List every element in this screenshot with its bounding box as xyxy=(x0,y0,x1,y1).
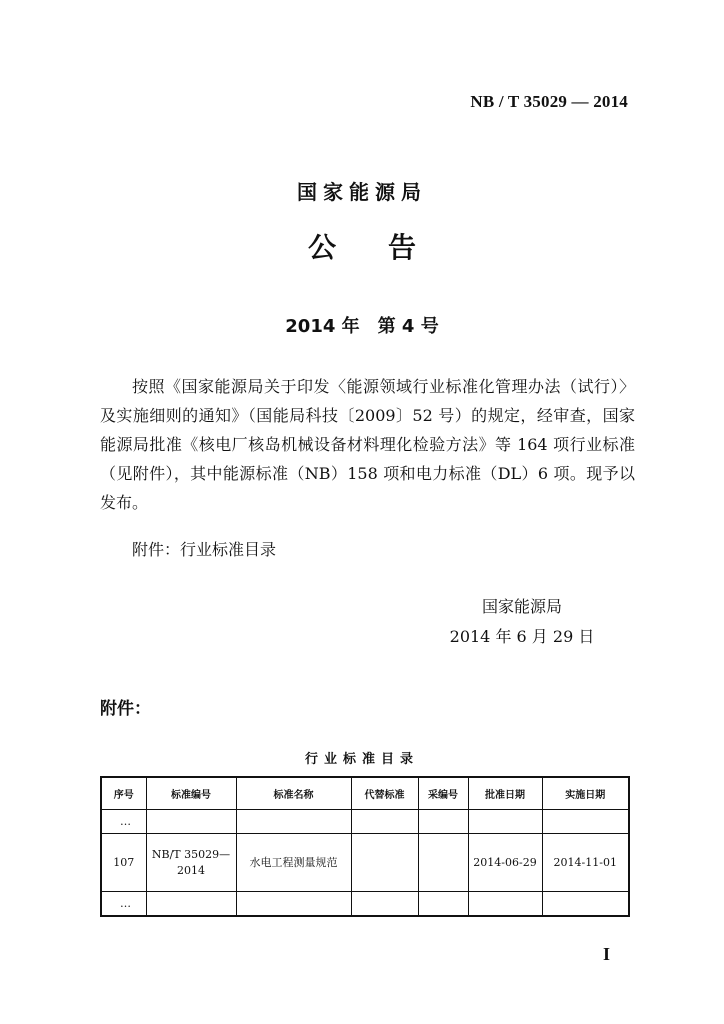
notice-number: 2014 年 第 4 号 xyxy=(285,316,439,337)
cell-name xyxy=(236,892,351,917)
column-header: 标准名称 xyxy=(236,777,351,810)
table-header-row xyxy=(101,777,629,810)
column-header: 采编号 xyxy=(418,777,468,810)
cell-approved: 2014-06-29 xyxy=(468,834,542,892)
cell-seq: … xyxy=(101,892,146,917)
cell-code: NB/T 35029—2014 xyxy=(146,834,236,892)
notice-title-char-2: 告 xyxy=(388,231,417,264)
column-header: 序号 xyxy=(101,777,146,810)
notice-body xyxy=(100,372,635,517)
cell-seq: … xyxy=(101,810,146,834)
cell-adopt xyxy=(418,892,468,917)
notice-title xyxy=(0,226,724,266)
notice-title-char-1: 公 xyxy=(307,231,336,264)
table-row xyxy=(101,810,629,834)
cell-adopt xyxy=(418,810,468,834)
cell-approved xyxy=(468,892,542,917)
table-row xyxy=(101,892,629,917)
issuer-heading: 国家能源局 xyxy=(297,180,427,204)
attachment-note: 附件：行业标准目录 xyxy=(132,540,277,559)
cell-effective xyxy=(542,892,629,917)
signature-block xyxy=(442,592,602,652)
page-number: I xyxy=(603,944,611,964)
cell-code xyxy=(146,810,236,834)
cell-effective xyxy=(542,810,629,834)
cell-replaces xyxy=(351,810,418,834)
column-header: 代替标准 xyxy=(351,777,418,810)
cell-approved xyxy=(468,810,542,834)
cell-adopt xyxy=(418,834,468,892)
column-header: 批准日期 xyxy=(468,777,542,810)
column-header: 实施日期 xyxy=(542,777,629,810)
cell-seq: 107 xyxy=(101,834,146,892)
cell-effective: 2014-11-01 xyxy=(542,834,629,892)
signature-date: 2014 年 6 月 29 日 xyxy=(449,627,595,646)
cell-replaces xyxy=(351,834,418,892)
column-header: 标准编号 xyxy=(146,777,236,810)
cell-name: 水电工程测量规范 xyxy=(236,834,351,892)
attachment-label: 附件： xyxy=(100,699,151,719)
table-row xyxy=(101,834,629,892)
standards-table xyxy=(100,776,630,917)
signature-issuer: 国家能源局 xyxy=(481,597,562,616)
body-paragraph: 按照《国家能源局关于印发〈能源领域行业标准化管理办法（试行）〉及实施细则的通知》（国能局科技〔2009〕52 号）的规定，经审查，国家能源局批准《核电厂核岛机械设备材料理化检验方法》等 164 项行业标准（见附件），其中能源标准（NB）158 项和电力标准（DL）6 项。现予以发布。 xyxy=(100,377,635,512)
cell-replaces xyxy=(351,892,418,917)
standard-code: NB / T 35029 — 2014 xyxy=(470,92,628,111)
cell-name xyxy=(236,810,351,834)
cell-code xyxy=(146,892,236,917)
table-title: 行业标准目录 xyxy=(304,752,419,767)
